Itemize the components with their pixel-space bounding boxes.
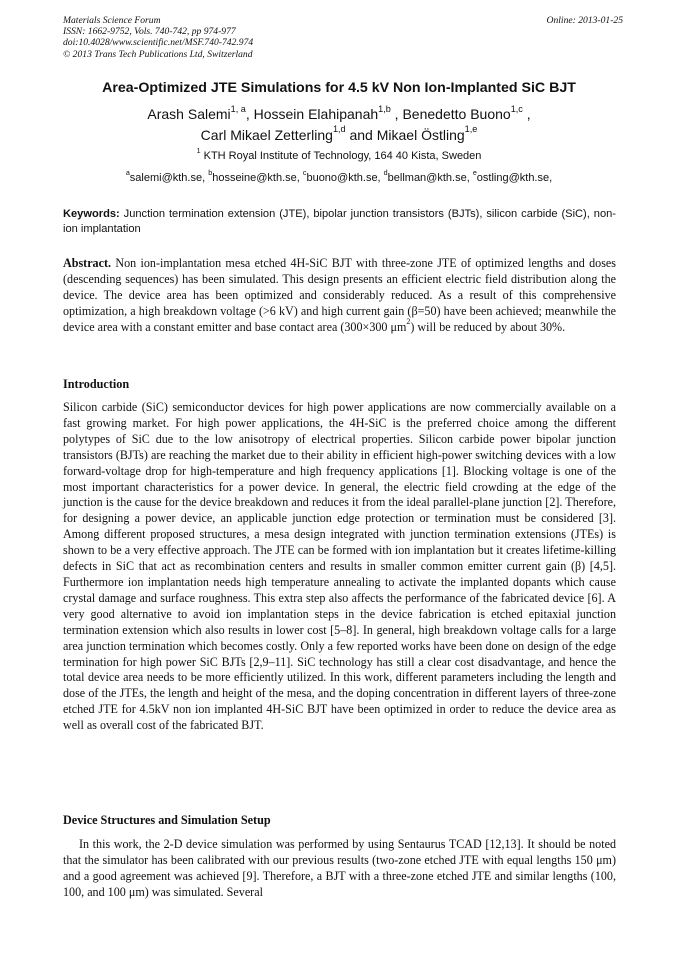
journal-copyright: © 2013 Trans Tech Publications Ltd, Switzerland bbox=[63, 48, 253, 60]
email-sup: c bbox=[302, 169, 307, 178]
journal-header bbox=[63, 15, 623, 60]
paper-title: Area-Optimized JTE Simulations for 4.5 kV Non Ion-Implanted SiC BJT bbox=[102, 80, 576, 96]
affiliation-text: KTH Royal Institute of Technology, 164 40 Kista, Sweden bbox=[200, 150, 482, 162]
abstract-label: Abstract. bbox=[63, 256, 112, 270]
affiliation-sup: 1 bbox=[196, 147, 201, 156]
author-list bbox=[40, 104, 638, 145]
section-heading-introduction: Introduction bbox=[63, 377, 130, 391]
email-list bbox=[40, 169, 638, 184]
email-link[interactable]: hosseine@kth.se, bbox=[212, 172, 303, 184]
author-separator: and bbox=[345, 126, 377, 143]
email-sup: d bbox=[383, 169, 388, 178]
author-affil-sup: 1,d bbox=[332, 124, 346, 135]
email-link[interactable]: bellman@kth.se, bbox=[387, 172, 473, 184]
author-name: Benedetto Buono bbox=[402, 106, 511, 122]
introduction-paragraph: Silicon carbide (SiC) semiconductor devices for high power applications are now commercially available on a fast growing market. For high power applications, the 4H-SiC is the preferred choice among the different polytypes of SiC due to the low anisotropy of electrical properties. Silicon carbide power bipolar junction transistors (BJTs) are reaching the market due to their ability in efficient high-power switching devices with a low forward-voltage drop for high-temperature and high frequency applications [1]. Blocking voltage is one of the most important characteristics for a power device. In general, the electric field crowding at the edge of the junction is the cause for the device breakdown and reduces it from the ideal parallel-plane junction [2]. Therefore, for designing a power device, an applicable junction edge protection or termination must be considered [3]. Among different proposed structures, a mesa design integrated with junction termination extensions (JTEs) is shown to be a very effective approach. The JTE can be formed with ion implantation but it creates lifetime-killing defects in SiC that act as recombination centers and results in smaller common emitter current gain (β) [4,5]. Furthermore ion implantation needs high temperature annealing to activate the implanted dopants which cause crystal damage and surface roughness. This extra step also affects the performance of the fabricated device [6]. A very good alternative to avoid ion implantation steps in the device fabrication is etched epitaxial junction termination extension which also results in lower cost [5–8]. In general, high breakdown voltage calls for a large area junction termination which becomes costly. Only a few reported works have been done on design of the edge termination for high power SiC BJTs [2,9–11]. SiC technology has still a clear cost disadvantage, and hence the total device area needs to be more efficiently utilized. In this work, different parameters including the length and dose of the JTEs, the length and height of the mesa, and the doping concentration in different layers of three-zone etched JTE for 4.5kV non ion implanted 4H-SiC BJT have been optimized in order to reduce the device area as well as overall cost of the fabricated BJT. bbox=[63, 400, 616, 733]
author-name: Hossein Elahipanah bbox=[253, 106, 379, 122]
email-link[interactable]: buono@kth.se, bbox=[306, 172, 384, 184]
device-paragraph: In this work, the 2-D device simulation was performed by using Sentaurus TCAD [12,13]. It should be noted that the simulator has been calibrated with our previous results (two-zone etched JTE with equal lengths 150 μm) and a good agreement was achieved [9]. Therefore, a BJT with a three-zone etched JTE and similar lengths (100, 100, and 100 μm) was simulated. Several bbox=[63, 837, 616, 899]
journal-name: Materials Science Forum bbox=[63, 15, 161, 26]
email-link[interactable]: salemi@kth.se, bbox=[129, 172, 209, 184]
author-affil-sup: 1,e bbox=[464, 124, 478, 135]
abstract bbox=[63, 256, 616, 336]
keywords-text: Junction termination extension (JTE), bipolar junction transistors (BJTs), silicon carbide (SiC), non-ion implantation bbox=[63, 208, 616, 235]
journal-issn: ISSN: 1662-9752, Vols. 740-742, pp 974-977 bbox=[63, 26, 236, 38]
email-sup: b bbox=[208, 169, 213, 178]
abstract-text: Non ion-implantation mesa etched 4H-SiC BJT with three-zone JTE of optimized lengths and doses (descending sequences) has been simulated. This design presents an efficient electric field distribution along the device. The device area has been optimized and considerably reduced. As a result of this comprehensive optimization, a high breakdown voltage (>6 kV) and high current gain (β=50) have been achieved; meanwhile the device area with a constant emitter and base contact area (300×300 μm bbox=[63, 256, 616, 334]
author-separator: , bbox=[245, 106, 254, 122]
abstract-tail: ) will be reduced by about 30%. bbox=[410, 319, 566, 334]
online-date: Online: 2013-01-25 bbox=[546, 15, 623, 26]
affiliation bbox=[40, 147, 638, 162]
author-affil-sup: 1, a bbox=[230, 103, 246, 114]
author-separator: , bbox=[390, 106, 403, 122]
email-sup: e bbox=[472, 169, 477, 178]
author-name: Carl Mikael Zetterling bbox=[200, 126, 333, 143]
author-separator: , bbox=[522, 106, 531, 122]
author-name: Arash Salemi bbox=[147, 106, 231, 122]
author-affil-sup: 1,b bbox=[378, 103, 391, 114]
author-name: Mikael Östling bbox=[376, 126, 465, 143]
email-sup: a bbox=[125, 169, 130, 178]
keywords bbox=[63, 207, 616, 237]
abstract-sup: 2 bbox=[406, 317, 411, 327]
journal-doi: doi:10.4028/www.scientific.net/MSF.740-742.974 bbox=[63, 37, 254, 49]
keywords-label: Keywords: bbox=[63, 208, 120, 220]
section-heading-device: Device Structures and Simulation Setup bbox=[63, 813, 271, 827]
email-link[interactable]: ostling@kth.se, bbox=[476, 172, 553, 184]
author-affil-sup: 1,c bbox=[510, 103, 523, 114]
